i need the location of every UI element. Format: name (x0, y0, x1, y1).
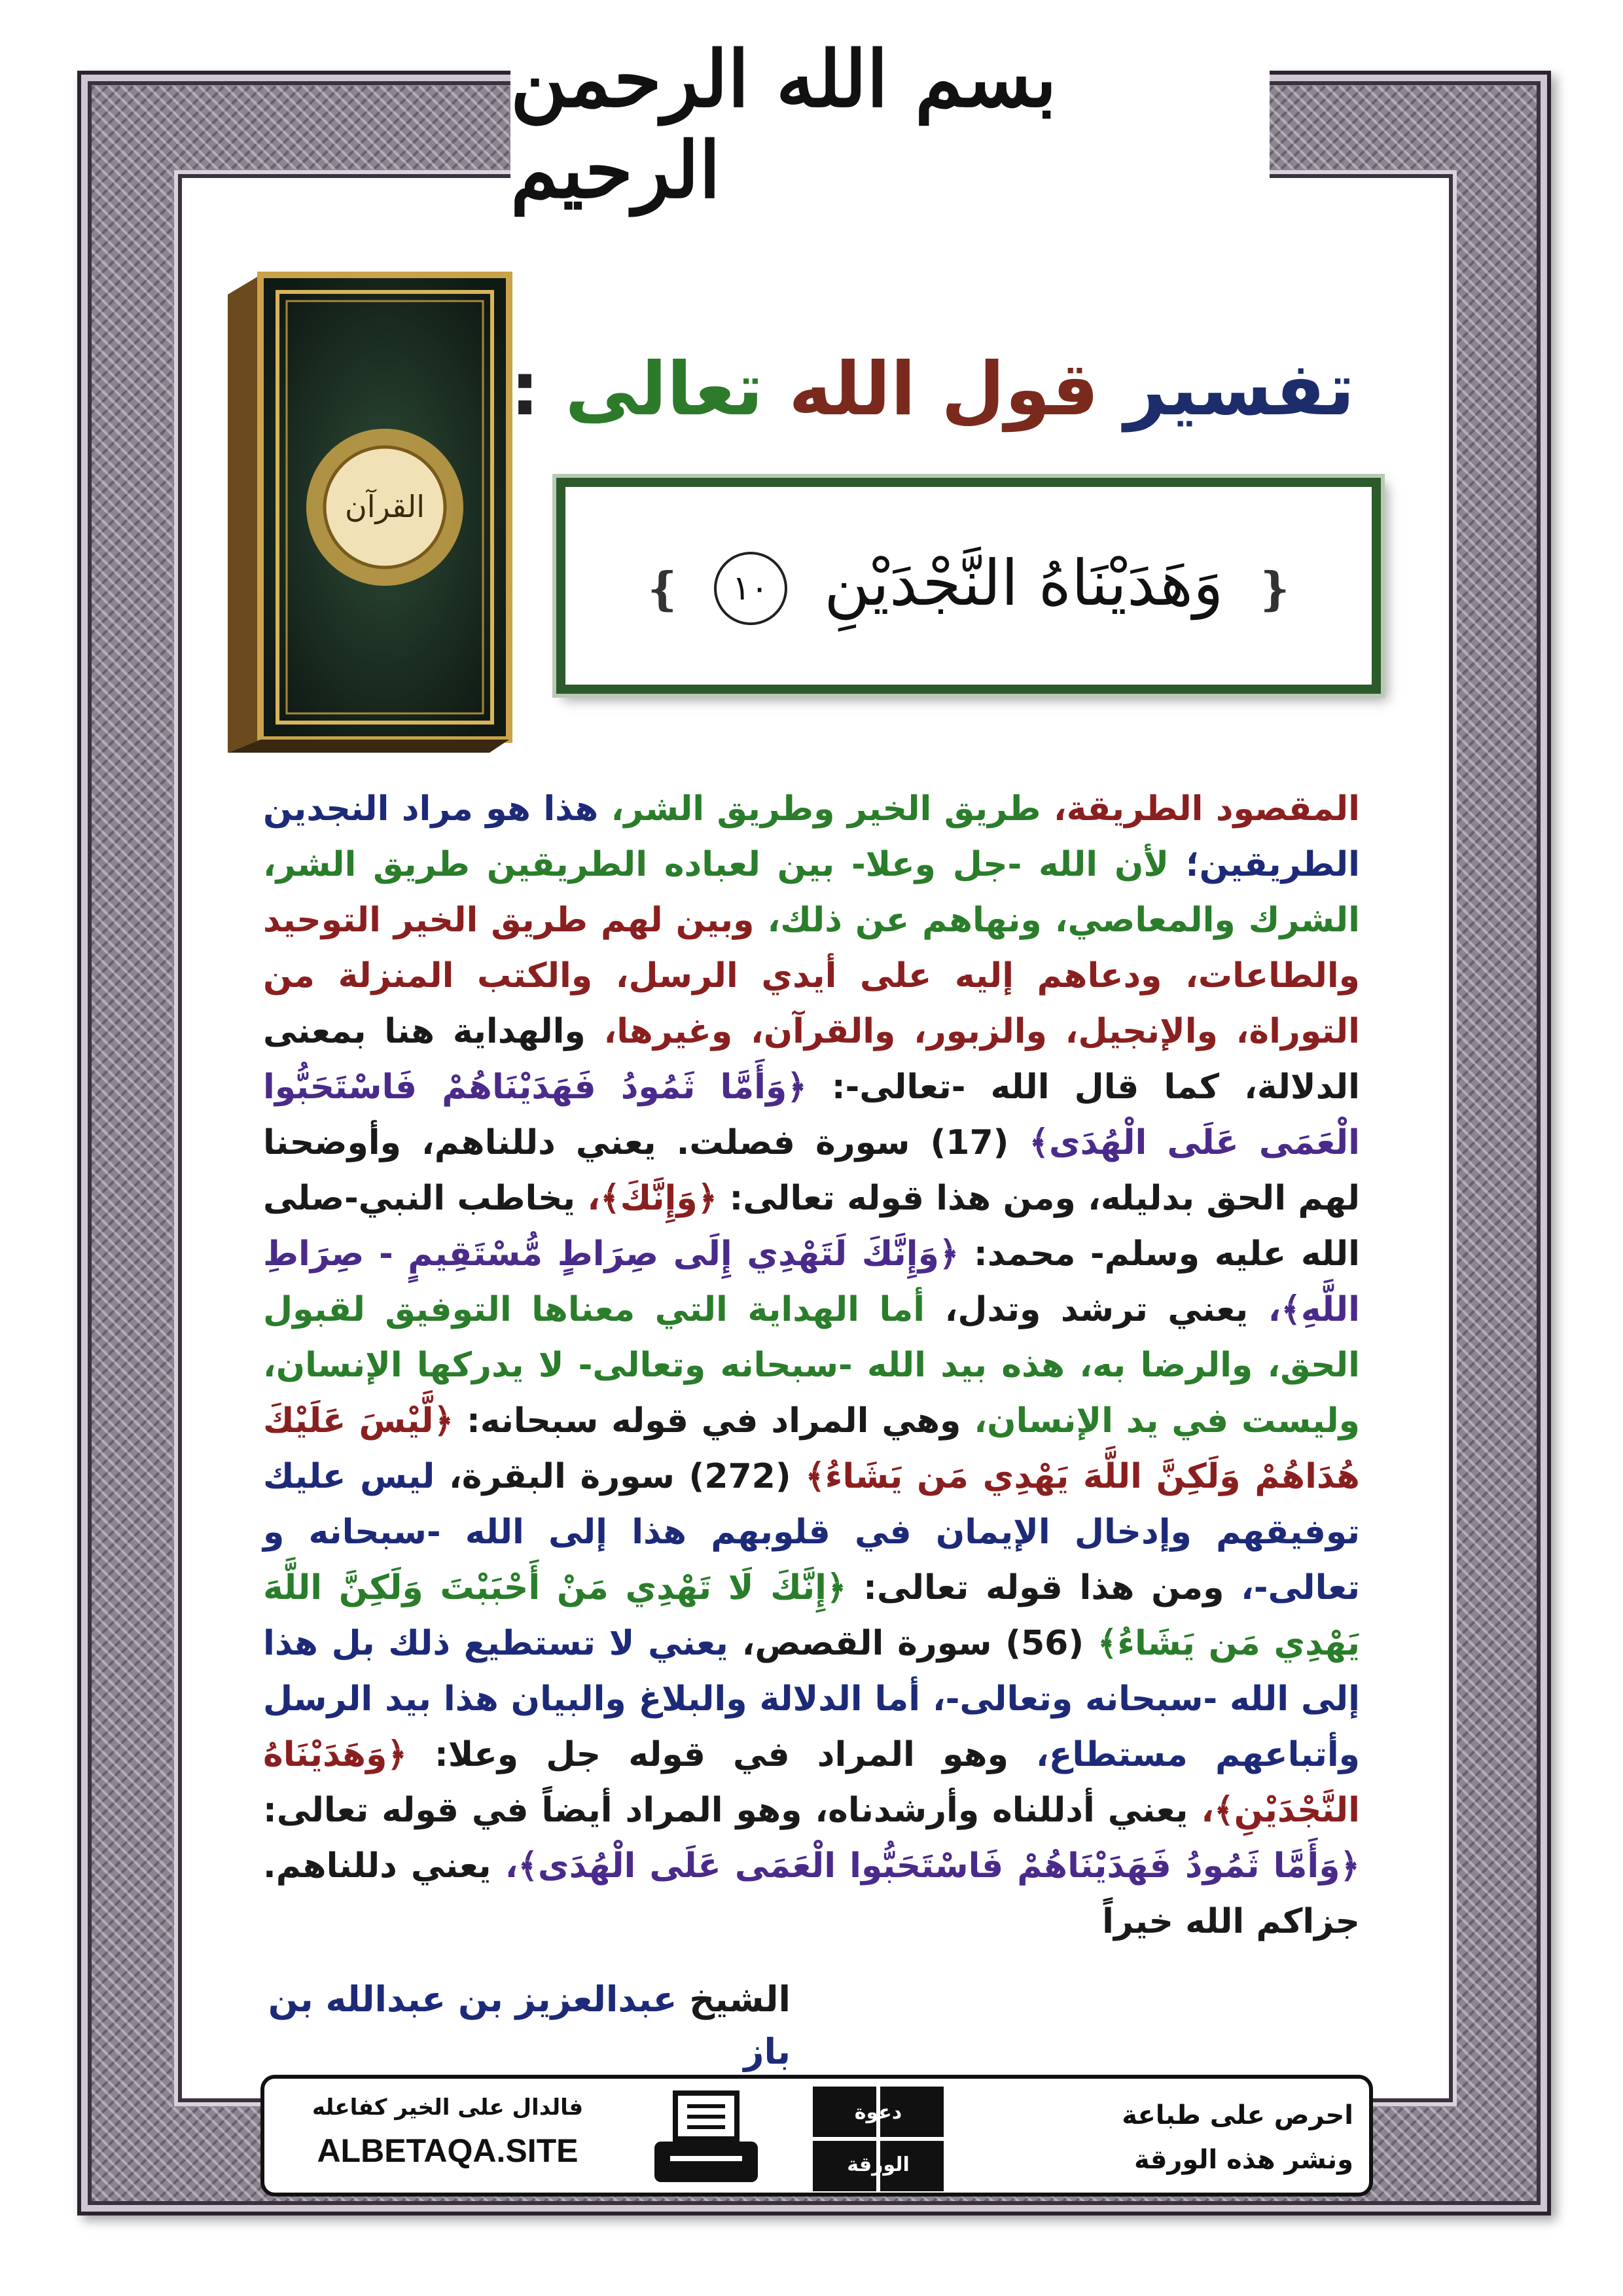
body-segment: يعني ترشد وتدل، (944, 1290, 1249, 1329)
print-note-line-1: احرص على طباعة (1122, 2100, 1353, 2130)
quran-quote: ﴿وَأَمَّا ثَمُودُ فَهَدَيْنَاهُمْ فَاسْتَحَبُّوا الْعَمَى عَلَى الْهُدَى﴾، (505, 1846, 1361, 1886)
body-segment: لأن الله -جل وعلا- بين لعباده الطريقين طريق الشر، الشرك والمعاصي، ونهاهم عن ذلك، (263, 845, 1360, 940)
logo-line-1: دعوة (854, 2101, 902, 2124)
footer-site-block (277, 2089, 618, 2187)
verse-line (632, 547, 1305, 625)
title-colon: : (510, 347, 540, 432)
body-segment: (56) سورة القصص، (741, 1624, 1084, 1663)
title-part-qawl-allah: قول الله (789, 347, 1099, 432)
footer-site-link[interactable]: ALBETAQA.SITE (317, 2132, 579, 2169)
body-segment: هذا هو مراد النجدين الطريقين؛ (263, 789, 1360, 884)
page-title (510, 340, 1355, 439)
verse-text: وَهَدَيْنَاهُ النَّجْدَيْنِ (824, 547, 1224, 620)
quran-quote: ﴿وَإِنَّكَ﴾، (587, 1179, 718, 1218)
title-part-taala: تعالى (565, 347, 764, 432)
body-segment: أما الهداية التي معناها التوفيق لقبول الحق، والرضا به، هذه بيد الله -سبحانه وتعالى- لا يدركها الإنسان، وليست في يد الإنسان، (263, 1290, 1361, 1441)
body-segment: (272) سورة البقرة، (449, 1457, 791, 1496)
tafseer-body (263, 781, 1361, 1941)
author-name: عبدالعزيز بن عبدالله بن باز (268, 1979, 791, 2072)
footer-print-note (1026, 2093, 1353, 2185)
body-segment: يعني لا تستطيع ذلك بل هذا إلى الله -سبحانه وتعالى-، أما الدلالة والبلاغ والبيان هذا بيد الرسل وأتباعهم مستطاع، (263, 1624, 1360, 1774)
body-segment: ليس عليك توفيقهم وإدخال الإيمان في قلوبهم هذا إلى الله -سبحانه و تعالى-، (263, 1457, 1360, 1607)
body-segment: ومن هذا قوله تعالى: (863, 1568, 1224, 1607)
quran-quote: ﴿إِنَّكَ لَا تَهْدِي مَنْ أَحْبَبْتَ وَلَكِنَّ اللَّهَ يَهْدِي مَن يَشَاءُ﴾ (263, 1568, 1361, 1663)
body-segment: (17) سورة فصلت. يعني دللناهم، وأوضحنا لهم الحق بدليله، ومن هذا قوله تعالى: (263, 1123, 1361, 1218)
quran-quote: ﴿وَهَدَيْنَاهُ النَّجْدَيْنِ﴾، (263, 1735, 1361, 1830)
svg-text:القرآن: القرآن (344, 489, 425, 524)
footer-slogan: فالدال على الخير كفاعله (312, 2094, 584, 2121)
verse-number-badge: ١٠ (714, 552, 787, 625)
quran-quote: ﴿وَأَمَّا ثَمُودُ فَهَدَيْنَاهُمْ فَاسْتَحَبُّوا الْعَمَى عَلَى الْهُدَى﴾ (263, 1067, 1361, 1162)
author-title: الشيخ (689, 1979, 791, 2020)
ornament-right-icon: ❴ (1255, 562, 1294, 616)
verse-box (556, 478, 1381, 694)
body-segment: المقصود الطريقة، (1053, 789, 1360, 829)
author-attribution (236, 1973, 791, 2072)
dawa-waraqa-logo (813, 2087, 944, 2191)
body-segment: والهداية هنا بمعنى الدلالة، كما قال الله -تعالى-: (263, 1012, 1361, 1107)
body-segment: يعني دللناهم. جزاكم الله خيراً (263, 1846, 1360, 1941)
body-segment: يخاطب النبي-صلى الله عليه وسلم- محمد: (263, 1179, 1360, 1274)
body-segment: يعني أدللناه وأرشدناه، وهو المراد أيضاً في قوله تعالى: (263, 1791, 1188, 1830)
printer-icon (651, 2090, 762, 2189)
quran-quote: ﴿وَإِنَّكَ لَتَهْدِي إِلَى صِرَاطٍ مُّسْتَقِيمٍ - صِرَاطِ اللَّهِ﴾، (263, 1234, 1361, 1329)
ornament-left-icon: ❵ (643, 562, 683, 616)
body-segment: وهو المراد في قوله جل وعلا: (434, 1735, 1008, 1774)
body-segment: وبين لهم طريق الخير التوحيد والطاعات، ودعاهم إليه على أيدي الرسل، والكتب المنزلة من التوراة، والإنجيل، والزبور، والقرآن، وغيرها، (263, 901, 1361, 1051)
body-segment: وهي المراد في قوله سبحانه: (467, 1401, 961, 1441)
logo-line-2: الورقة (847, 2153, 910, 2176)
title-part-tafseer: تفسير (1124, 347, 1355, 432)
quran-book-icon (215, 268, 517, 753)
quran-quote: ﴿لَّيْسَ عَلَيْكَ هُدَاهُمْ وَلَكِنَّ اللَّهَ يَهْدِي مَن يَشَاءُ﴾ (263, 1401, 1360, 1496)
body-segment: طريق الخير وطريق الشر، (611, 789, 1041, 829)
footer-banner (260, 2075, 1373, 2197)
basmala-calligraphy: بسم الله الرحمن الرحيم (510, 39, 1270, 209)
print-note-line-2: ونشر هذه الورقة (1133, 2145, 1353, 2175)
